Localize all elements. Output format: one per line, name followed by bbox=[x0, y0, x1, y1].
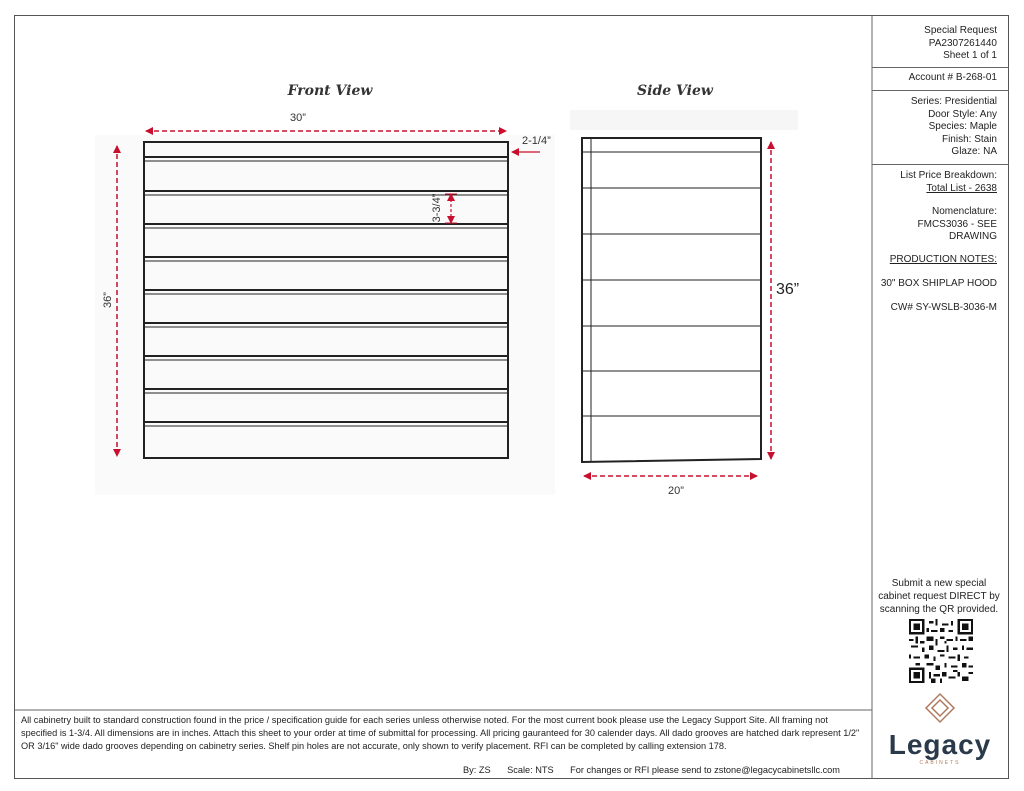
qr-caption-line: scanning the QR provided. bbox=[879, 604, 999, 615]
front-view-title: Front View bbox=[287, 83, 373, 99]
top-rail-label: 2-1/4” bbox=[522, 135, 551, 147]
qr-code-icon[interactable] bbox=[909, 619, 973, 683]
nomenclature-value-2: DRAWING bbox=[949, 231, 997, 242]
finish: Finish: Stain bbox=[941, 133, 997, 145]
logo-subtitle: CABINETS bbox=[919, 760, 961, 766]
account-block bbox=[875, 72, 997, 85]
front-view-backdrop bbox=[95, 135, 555, 495]
logo-wordmark: Legacy bbox=[888, 729, 992, 760]
price-block bbox=[875, 170, 997, 195]
legacy-logo bbox=[880, 690, 1000, 768]
side-height-label: 36” bbox=[776, 281, 800, 298]
front-height-label: 36” bbox=[102, 292, 114, 308]
price-label: List Price Breakdown: bbox=[900, 170, 997, 181]
nomenclature-block bbox=[875, 206, 997, 244]
production-note: 30" BOX SHIPLAP HOOD bbox=[880, 278, 997, 289]
production-notes-block bbox=[875, 254, 997, 267]
note-block bbox=[875, 302, 997, 315]
footer-meta bbox=[463, 765, 854, 775]
side-view-backdrop bbox=[570, 110, 798, 130]
request-block bbox=[875, 25, 997, 63]
door-style: Door Style: Any bbox=[928, 108, 997, 120]
front-width-label: 30” bbox=[290, 112, 306, 124]
production-note: CW# SY-WSLB-3036-M bbox=[890, 302, 997, 313]
series: Series: Presidential bbox=[910, 96, 997, 107]
board-height-label: 3-3/4” bbox=[431, 193, 443, 223]
info-divider bbox=[872, 164, 1009, 165]
diamond-logo-icon bbox=[926, 694, 954, 722]
species: Species: Maple bbox=[928, 121, 997, 132]
sheet-number: Sheet 1 of 1 bbox=[943, 50, 997, 61]
side-outline bbox=[582, 138, 761, 462]
scale: Scale: NTS bbox=[507, 765, 554, 775]
nomenclature-value: FMCS3036 - SEE bbox=[917, 218, 997, 230]
side-view-title: Side View bbox=[637, 83, 713, 99]
production-notes-heading: PRODUCTION NOTES: bbox=[889, 254, 997, 265]
footer-disclaimer: All cabinetry built to standard construction found in the price / specification guide for each series unless otherwise noted. For the most current book please use the Legacy Support Site. All framing not specified is 1-3/4. All dimensions are in inches. Attach this sheet to your order at time of submittal for processing. All pricing gauranteed for 30 calender days. All dado grooves are hatched dark represent 1/2" OR 3/16" wide dado grooves depending on cabinetry series. Shelf pin holes are not accurate, only shown to verify placement. RFI can be completed by calling extension 178. bbox=[21, 715, 860, 751]
side-depth-label: 20” bbox=[668, 485, 684, 497]
nomenclature-label: Nomenclature: bbox=[931, 206, 997, 217]
total-list: Total List - 2638 bbox=[926, 182, 997, 194]
glaze: Glaze: NA bbox=[951, 146, 997, 157]
qr-caption bbox=[875, 577, 1003, 616]
account-number: Account # B-268-01 bbox=[908, 72, 997, 83]
contact-email[interactable]: For changes or RFI please send to zstone@legacycabinetsllc.com bbox=[570, 765, 840, 775]
drawn-by: By: ZS bbox=[463, 765, 491, 775]
info-divider bbox=[872, 90, 1009, 91]
side-view bbox=[582, 138, 761, 462]
qr-caption-line: cabinet request DIRECT by bbox=[878, 591, 1000, 602]
qr-caption-line: Submit a new special bbox=[891, 578, 987, 589]
request-title: Special Request bbox=[924, 25, 997, 36]
info-divider bbox=[872, 67, 1009, 68]
note-block bbox=[875, 278, 997, 291]
request-number: PA2307261440 bbox=[928, 37, 997, 49]
spec-block bbox=[875, 96, 997, 159]
